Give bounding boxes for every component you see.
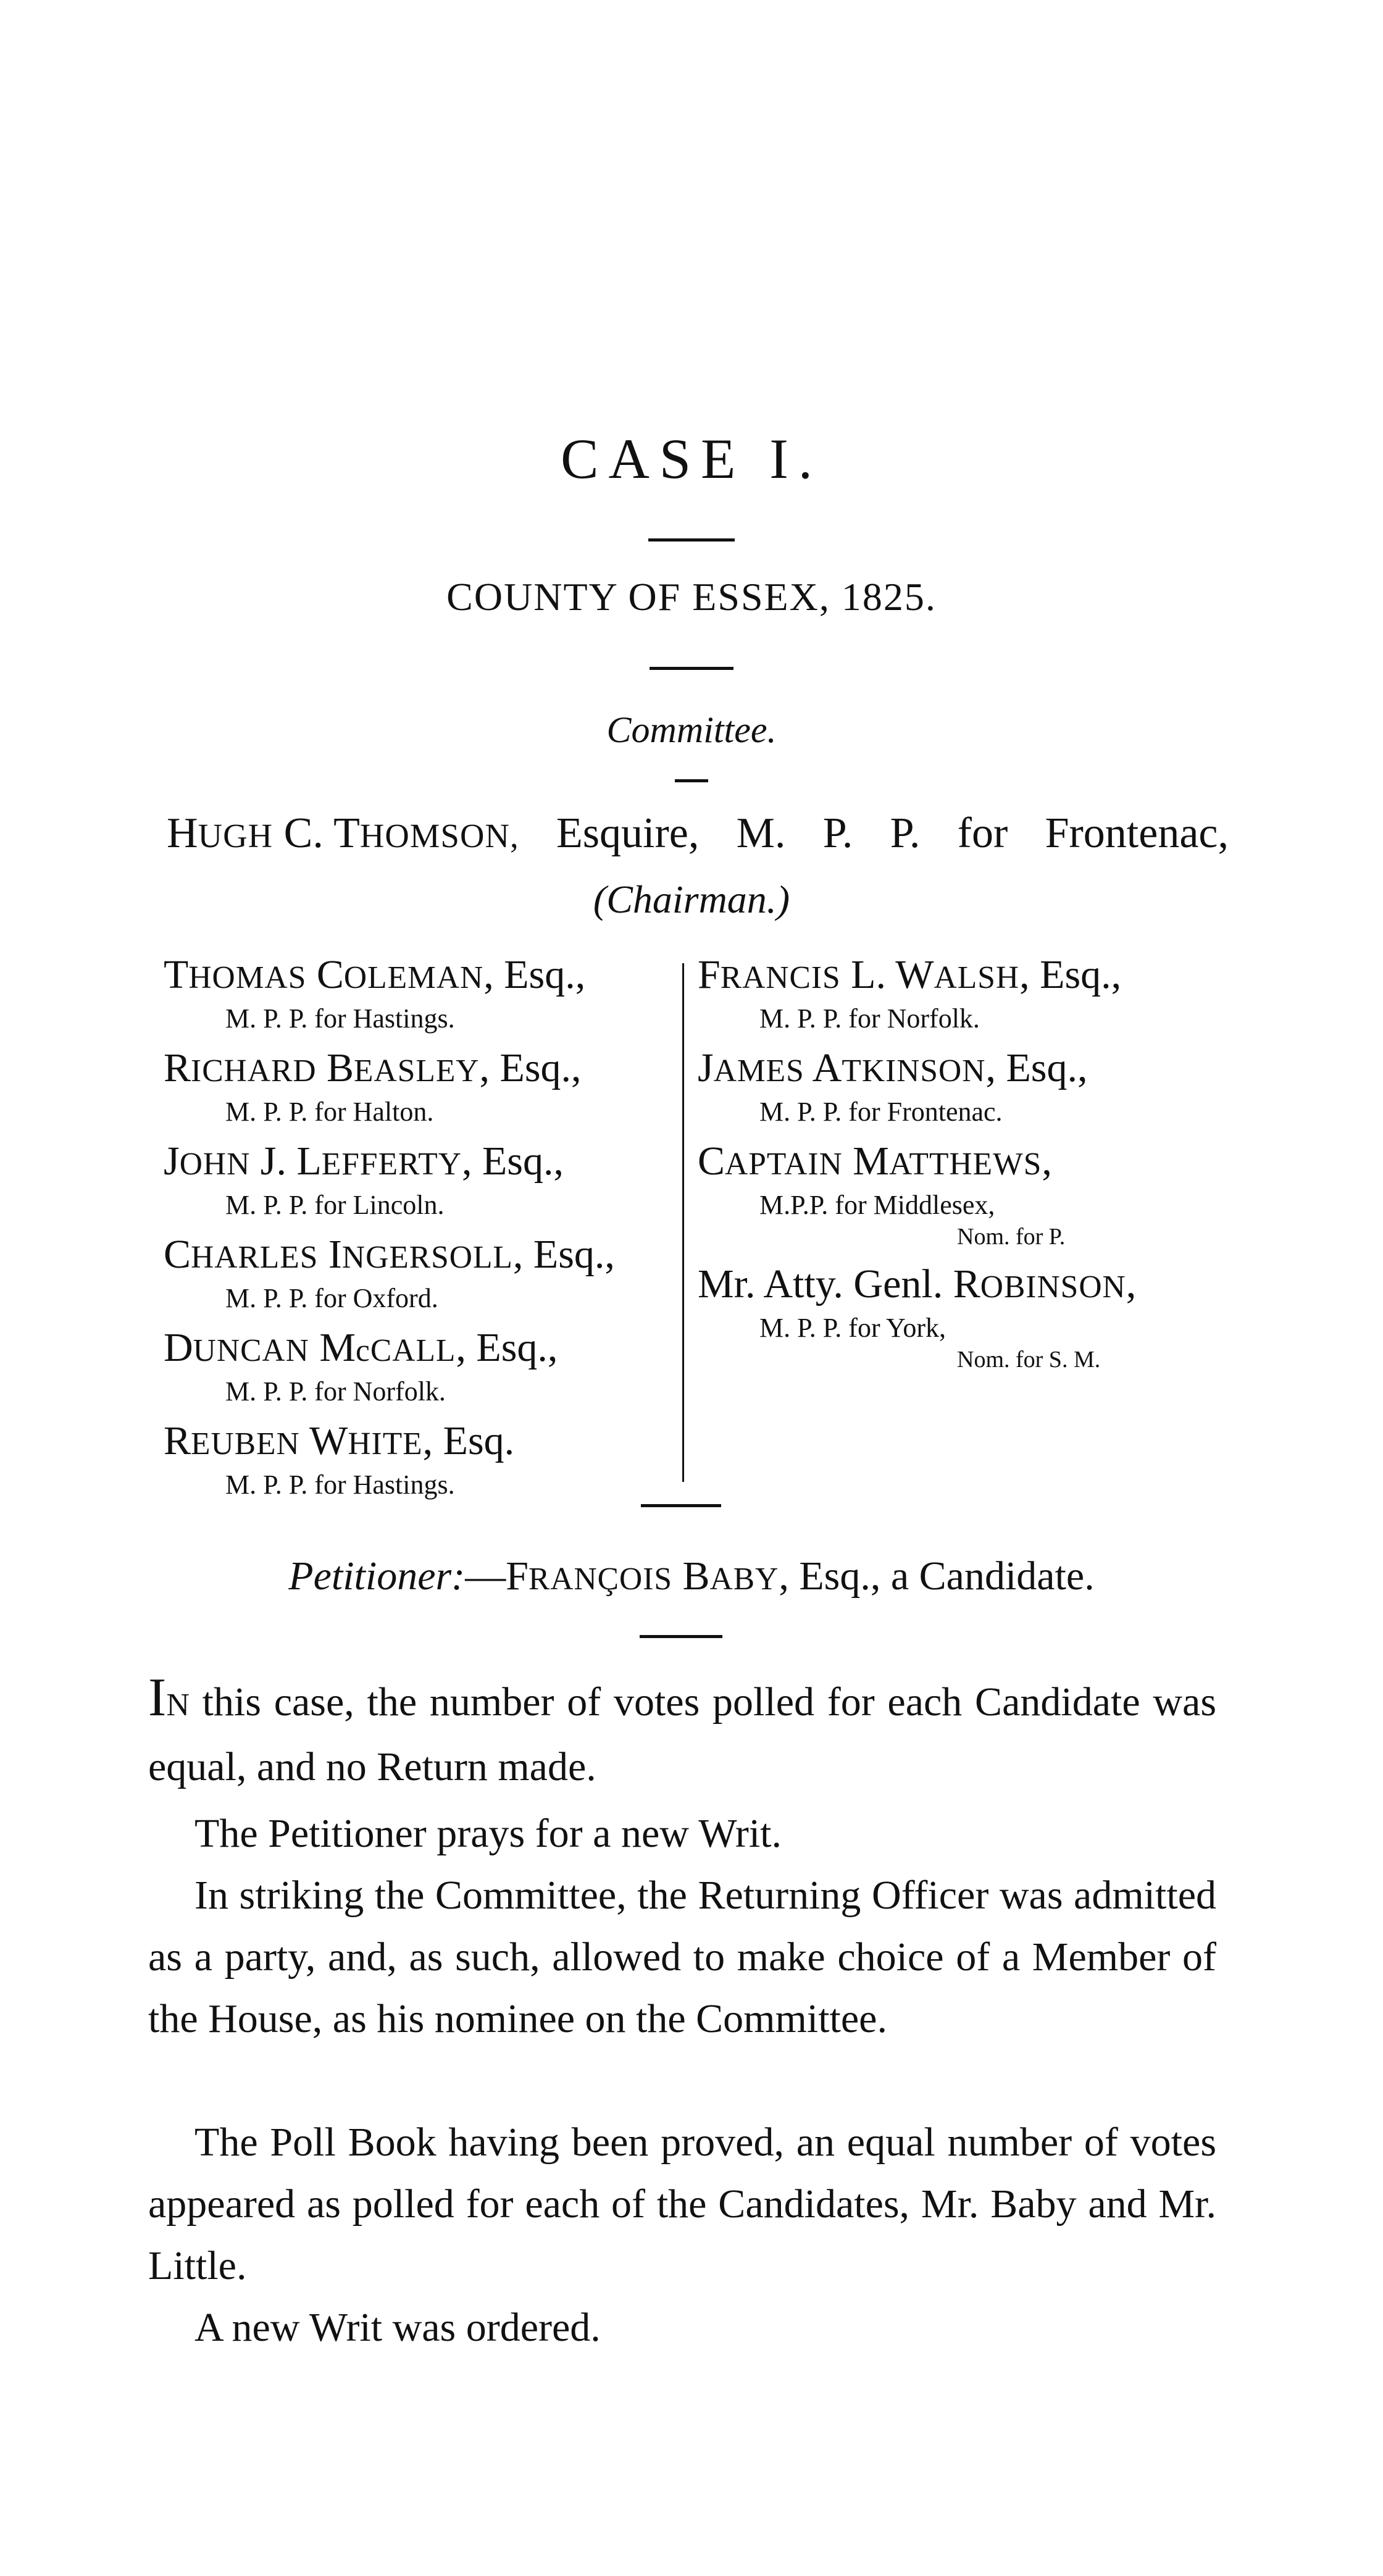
committee-member <box>698 1044 1253 1129</box>
member-name: JOHN J. LEFFERTY, Esq., <box>164 1139 564 1184</box>
county-heading: COUNTY OF ESSEX, 1825. <box>446 575 937 619</box>
member-constituency: M. P. P. for Norfolk. <box>225 1376 446 1407</box>
member-name: CHARLES INGERSOLL, Esq., <box>164 1232 615 1277</box>
member-constituency: M. P. P. for Hastings. <box>225 1470 455 1500</box>
drop-cap: I <box>148 1668 167 1728</box>
member-constituency: M. P. P. for Oxford. <box>225 1283 438 1313</box>
paragraph-4: The Poll Book having been proved, an equal number of votes appeared as polled for each of the Candidates, Mr. Baby and Mr. Little. <box>148 2120 1216 2288</box>
committee-member <box>164 1324 670 1408</box>
committee-member <box>164 1417 670 1502</box>
committee-member <box>164 1044 670 1129</box>
member-constituency: M. P. P. for York, <box>759 1313 946 1343</box>
divider-rule <box>640 1635 722 1638</box>
chairman-word: P. <box>822 809 853 857</box>
paragraph-5: A new Writ was ordered. <box>194 2305 601 2350</box>
divider-rule <box>648 538 735 542</box>
member-nomination: Nom. for S. M. <box>957 1347 1101 1373</box>
chairman-role: (Chairman.) <box>593 877 790 921</box>
member-constituency: M. P. P. for Hastings. <box>225 1003 455 1034</box>
case-title: CASE I. <box>561 427 822 490</box>
petitioner-line <box>0 1553 1383 1600</box>
committee-member <box>698 1260 1253 1374</box>
petitioner-name: FRANÇOIS BABY <box>506 1554 779 1599</box>
petitioner-rest: , Esq., a Candidate. <box>779 1554 1095 1599</box>
chairman-word: Frontenac, <box>1045 809 1229 857</box>
member-constituency: M. P. P. for Lincoln. <box>225 1190 445 1220</box>
committee-member <box>164 1137 670 1222</box>
member-name: JAMES ATKINSON, Esq., <box>698 1045 1088 1090</box>
member-name: CAPTAIN MATTHEWS, <box>698 1139 1052 1184</box>
chairman-line <box>167 809 1229 858</box>
member-name: RICHARD BEASLEY, Esq., <box>164 1045 582 1090</box>
chairman-word: for <box>957 809 1008 857</box>
committee-member <box>698 951 1253 1035</box>
member-constituency: M. P. P. for Frontenac. <box>759 1097 1003 1127</box>
chairman-word: Esquire, <box>556 809 700 857</box>
member-name: FRANCIS L. WALSH, Esq., <box>698 952 1122 997</box>
divider-rule <box>641 1504 721 1507</box>
column-divider <box>682 963 684 1482</box>
committee-member <box>164 1231 670 1315</box>
committee-heading: Committee. <box>606 709 777 750</box>
paragraph-1: IN this case, the number of votes polled for each Candidate was equal, and no Return made. <box>148 1668 1216 1789</box>
member-name: DUNCAN McCALL, Esq., <box>164 1325 558 1370</box>
divider-rule <box>650 667 733 670</box>
chairman-word: P. <box>890 809 921 857</box>
committee-members-right <box>698 951 1253 1383</box>
divider-rule <box>675 779 708 782</box>
petitioner-dash: — <box>465 1554 506 1599</box>
petitioner-label: Petitioner: <box>288 1554 466 1599</box>
paragraph-3: In striking the Committee, the Returning Officer was admitted as a party, and, as such, allowed to make choice of a Member of the House, as his nominee on the Committee. <box>148 1873 1216 2041</box>
committee-member <box>164 951 670 1035</box>
chairman-name: HUGH C. THOMSON, <box>167 809 519 857</box>
member-nomination: Nom. for P. <box>957 1224 1066 1250</box>
chairman-word: M. <box>736 809 786 857</box>
paragraph-2: The Petitioner prays for a new Writ. <box>194 1811 782 1856</box>
member-name: Mr. Atty. Genl. ROBINSON, <box>698 1261 1137 1307</box>
committee-members-left <box>164 951 670 1510</box>
member-constituency: M. P. P. for Halton. <box>225 1097 434 1127</box>
member-name: REUBEN WHITE, Esq. <box>164 1418 515 1463</box>
member-name: THOMAS COLEMAN, Esq., <box>164 952 586 997</box>
member-constituency: M.P.P. for Middlesex, <box>759 1190 995 1220</box>
member-constituency: M. P. P. for Norfolk. <box>759 1003 980 1034</box>
committee-member <box>698 1137 1253 1252</box>
